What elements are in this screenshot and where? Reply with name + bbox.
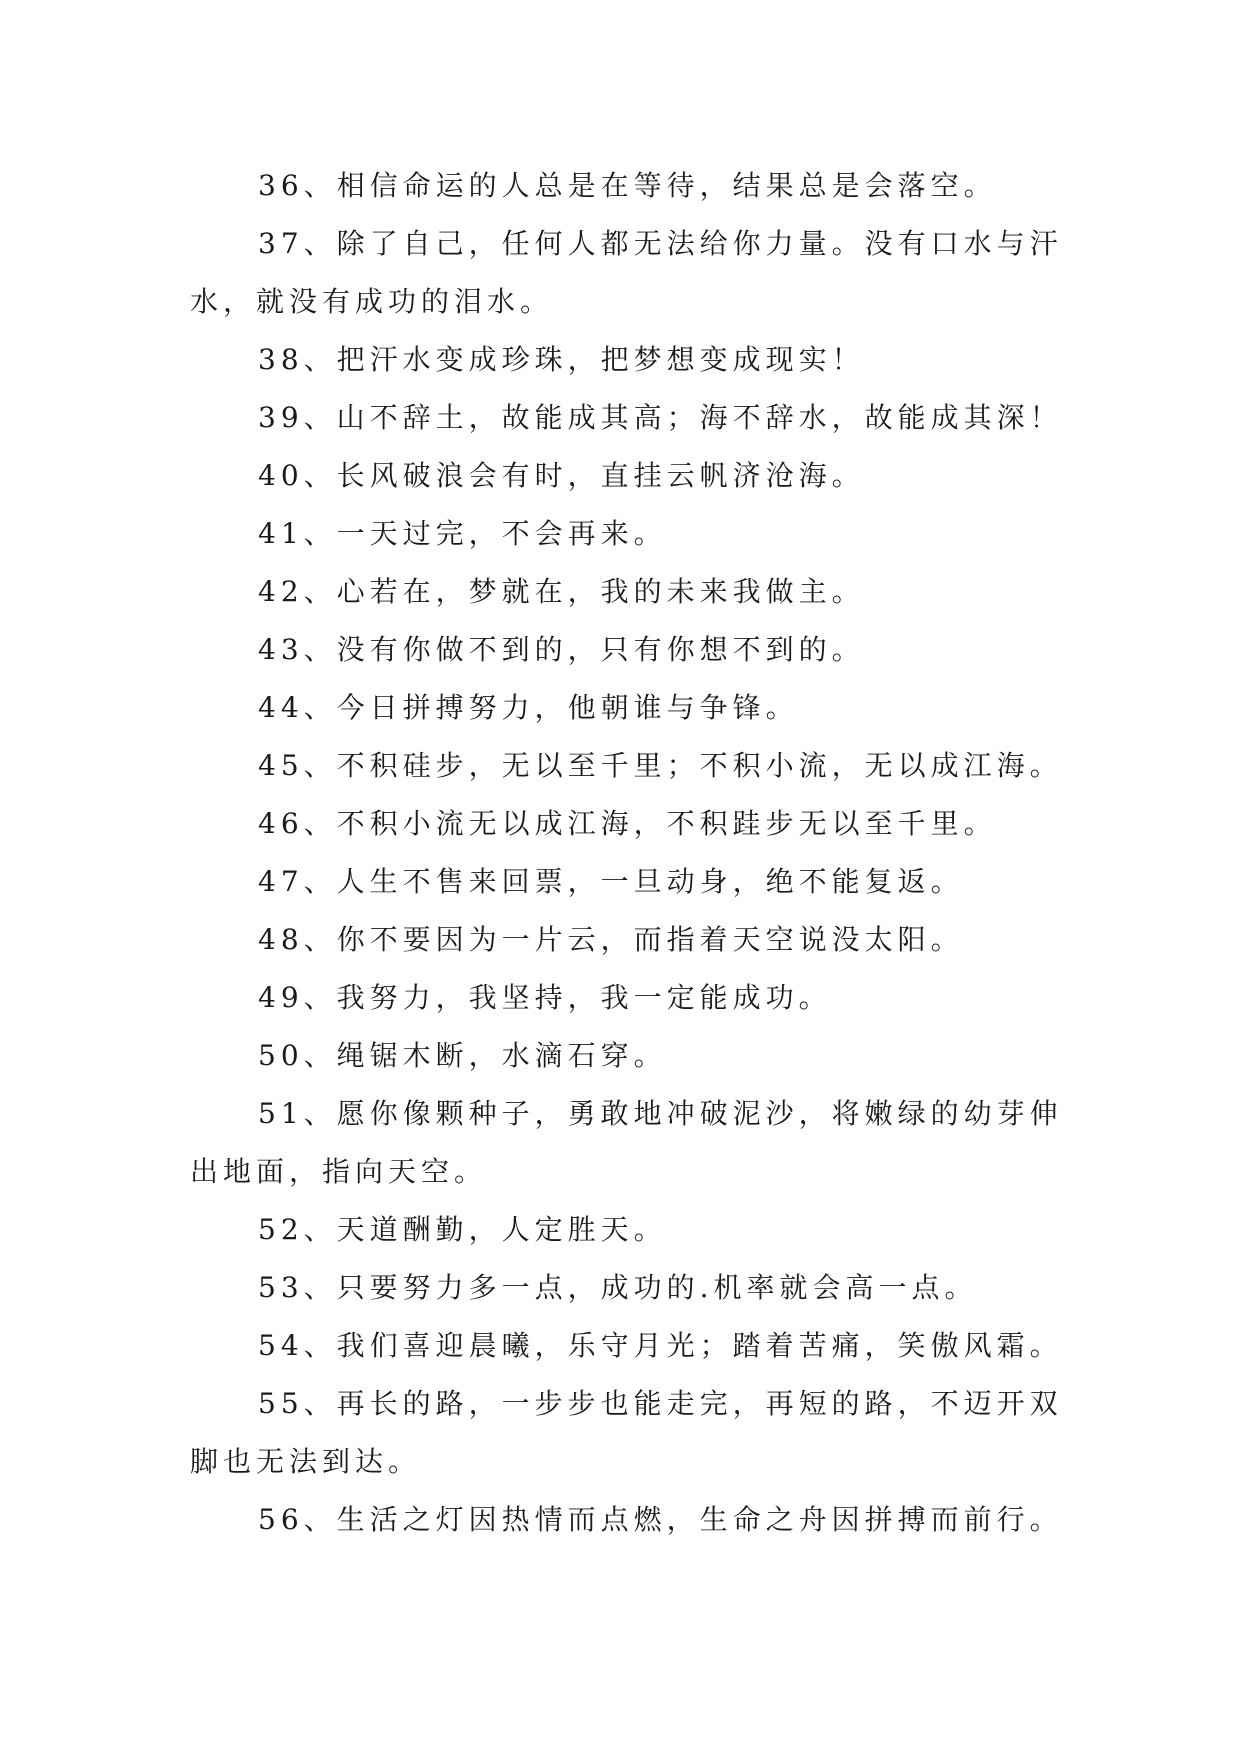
text-line-45: 45、不积硅步，无以至千里；不积小流，无以成江海。	[258, 749, 1063, 782]
text-line-47: 47、人生不售来回票，一旦动身，绝不能复返。	[258, 865, 964, 898]
text-line-42: 42、心若在，梦就在，我的未来我做主。	[258, 575, 865, 608]
text-line-46: 46、不积小流无以成江海，不积跬步无以至千里。	[258, 807, 997, 840]
text-line-38: 38、把汗水变成珍珠，把梦想变成现实！	[258, 343, 865, 376]
text-line-53: 53、只要努力多一点，成功的.机率就会高一点。	[258, 1271, 978, 1304]
text-line-36: 36、相信命运的人总是在等待，结果总是会落空。	[258, 169, 997, 202]
text-line-55-cont: 脚也无法到达。	[190, 1445, 422, 1478]
text-line-55: 55、再长的路，一步步也能走完，再短的路，不迈开双	[258, 1387, 1063, 1420]
text-line-54: 54、我们喜迎晨曦，乐守月光；踏着苦痛，笑傲风霜。	[258, 1329, 1063, 1362]
text-line-48: 48、你不要因为一片云，而指着天空说没太阳。	[258, 923, 964, 956]
text-line-37: 37、除了自己，任何人都无法给你力量。没有口水与汗	[258, 227, 1063, 260]
text-line-50: 50、绳锯木断，水滴石穿。	[258, 1039, 667, 1072]
text-line-51-cont: 出地面，指向天空。	[190, 1155, 488, 1188]
text-line-49: 49、我努力，我坚持，我一定能成功。	[258, 981, 832, 1014]
text-line-44: 44、今日拼搏努力，他朝谁与争锋。	[258, 691, 799, 724]
text-line-43: 43、没有你做不到的，只有你想不到的。	[258, 633, 865, 666]
text-line-39: 39、山不辞土，故能成其高；海不辞水，故能成其深！	[258, 401, 1063, 434]
text-line-37-cont: 水，就没有成功的泪水。	[190, 285, 554, 318]
text-line-41: 41、一天过完，不会再来。	[258, 517, 667, 550]
text-line-40: 40、长风破浪会有时，直挂云帆济沧海。	[258, 459, 865, 492]
text-line-51: 51、愿你像颗种子，勇敢地冲破泥沙，将嫩绿的幼芽伸	[258, 1097, 1063, 1130]
text-line-52: 52、天道酬勤，人定胜天。	[258, 1213, 667, 1246]
text-line-56: 56、生活之灯因热情而点燃，生命之舟因拼搏而前行。	[258, 1503, 1063, 1536]
